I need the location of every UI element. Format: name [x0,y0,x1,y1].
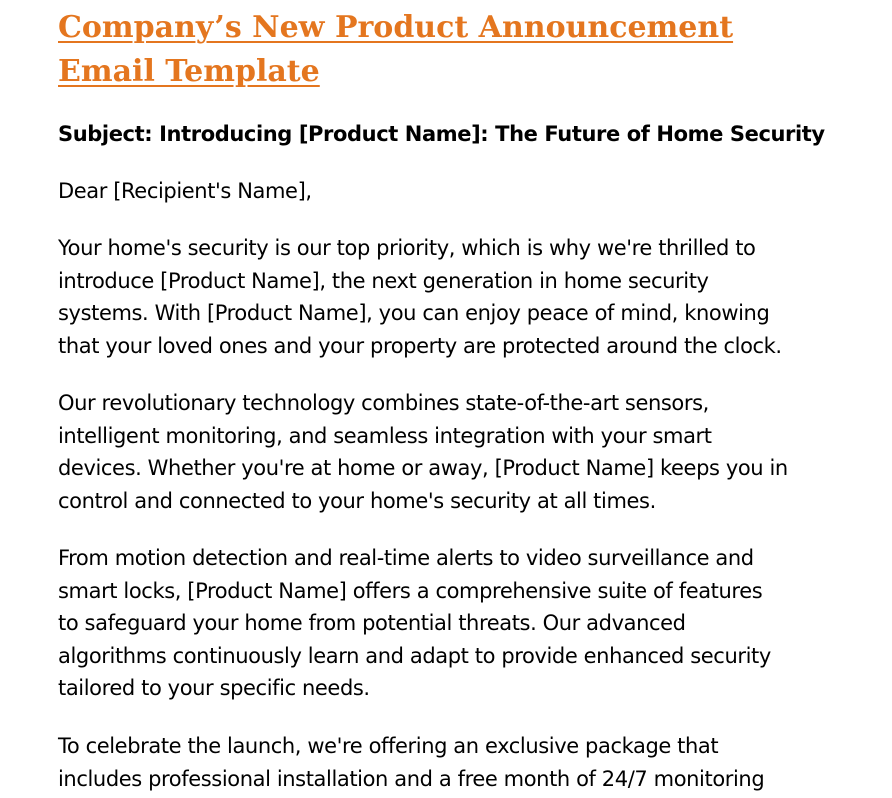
email-subject: Subject: Introducing [Product Name]: The Future of Home Security [58,122,825,146]
paragraph-line: To celebrate the launch, we're offering an exclusive package that [58,734,719,758]
paragraph-line: intelligent monitoring, and seamless integration with your smart [58,423,712,448]
paragraph-line: introduce [Product Name], the next generation in home security [58,268,709,293]
paragraph-line: control and connected to your home's security at all times. [58,488,656,513]
body-paragraph [58,542,858,705]
paragraph-line: to safeguard your home from potential threats. Our advanced [58,611,686,635]
body-paragraph [58,232,858,362]
document-title-line: Company’s New Product Announcement [58,10,734,45]
body-paragraph [58,730,858,795]
paragraph-line: systems. With [Product Name], you can enjoy peace of mind, knowing [58,301,770,325]
email-greeting: Dear [Recipient's Name], [58,179,312,203]
paragraph-line: Your home's security is our top priority, which is why we're thrilled to [58,236,756,260]
paragraph-line: Our revolutionary technology combines state-of-the-art sensors, [58,391,709,415]
paragraph-line: smart locks, [Product Name] offers a comprehensive suite of features [58,578,763,603]
paragraph-line: that your loved ones and your property are protected around the clock. [58,333,782,358]
paragraph-line: devices. Whether you're at home or away, [Product Name] keeps you in [58,456,788,480]
paragraph-line: includes professional installation and a free month of 24/7 monitoring [58,766,765,791]
paragraph-line: From motion detection and real-time alerts to video surveillance and [58,546,754,570]
paragraph-line: tailored to your specific needs. [58,676,370,700]
paragraph-line: algorithms continuously learn and adapt to provide enhanced security [58,643,771,668]
body-paragraph [58,387,858,517]
document-title [58,6,848,94]
document-title-line: Email Template [58,54,320,89]
